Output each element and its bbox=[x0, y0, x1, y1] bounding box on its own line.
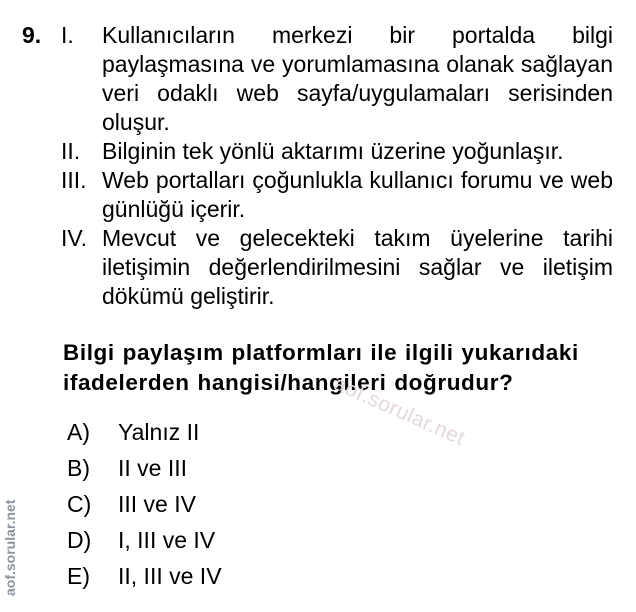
option-letter: E) bbox=[67, 563, 90, 589]
statement-1 bbox=[61, 21, 613, 137]
diagonal-watermark: aof.sorular.net bbox=[330, 372, 469, 451]
question-number: 9. bbox=[22, 22, 42, 48]
statement-numeral: III. bbox=[61, 167, 87, 193]
option-a[interactable] bbox=[67, 417, 222, 453]
statement-text: Mevcut ve gelecekteki takım üyelerine tarihi iletişimin değerlendirilmesini sağlar ve iletişim dökümü geliştirir. bbox=[102, 225, 613, 309]
option-letter: D) bbox=[67, 527, 92, 553]
statement-2 bbox=[61, 137, 613, 166]
statement-3 bbox=[61, 166, 613, 224]
answer-options bbox=[67, 417, 222, 597]
option-b[interactable] bbox=[67, 453, 222, 489]
question-stem: Bilgi paylaşım platformları ile ilgili yukarıdaki ifadelerden hangisi/hangileri doğrudur? bbox=[63, 340, 579, 395]
side-watermark: aof.sorular.net bbox=[2, 499, 18, 596]
statements-list bbox=[61, 21, 613, 311]
option-text: Yalnız II bbox=[118, 419, 200, 445]
statement-4 bbox=[61, 224, 613, 311]
option-d[interactable] bbox=[67, 525, 222, 561]
statement-text: Web portalları çoğunlukla kullanıcı forumu ve web günlüğü içerir. bbox=[102, 167, 613, 222]
option-text: II, III ve IV bbox=[118, 563, 222, 589]
option-text: III ve IV bbox=[118, 491, 196, 517]
statement-numeral: II. bbox=[61, 138, 81, 164]
option-text: I, III ve IV bbox=[118, 527, 216, 553]
statement-text: Kullanıcıların merkezi bir portalda bilgi paylaşmasına ve yorumlamasına olanak sağlayan veri odaklı web sayfa/uygulamaları serisinden oluşur. bbox=[102, 22, 613, 135]
option-letter: C) bbox=[67, 491, 92, 517]
statement-numeral: IV. bbox=[61, 225, 88, 251]
option-letter: B) bbox=[67, 455, 90, 481]
statement-text: Bilginin tek yönlü aktarımı üzerine yoğunlaşır. bbox=[102, 138, 564, 164]
option-c[interactable] bbox=[67, 489, 222, 525]
option-e[interactable] bbox=[67, 561, 222, 597]
option-text: II ve III bbox=[118, 455, 188, 481]
option-letter: A) bbox=[67, 419, 90, 445]
statement-numeral: I. bbox=[61, 22, 74, 48]
